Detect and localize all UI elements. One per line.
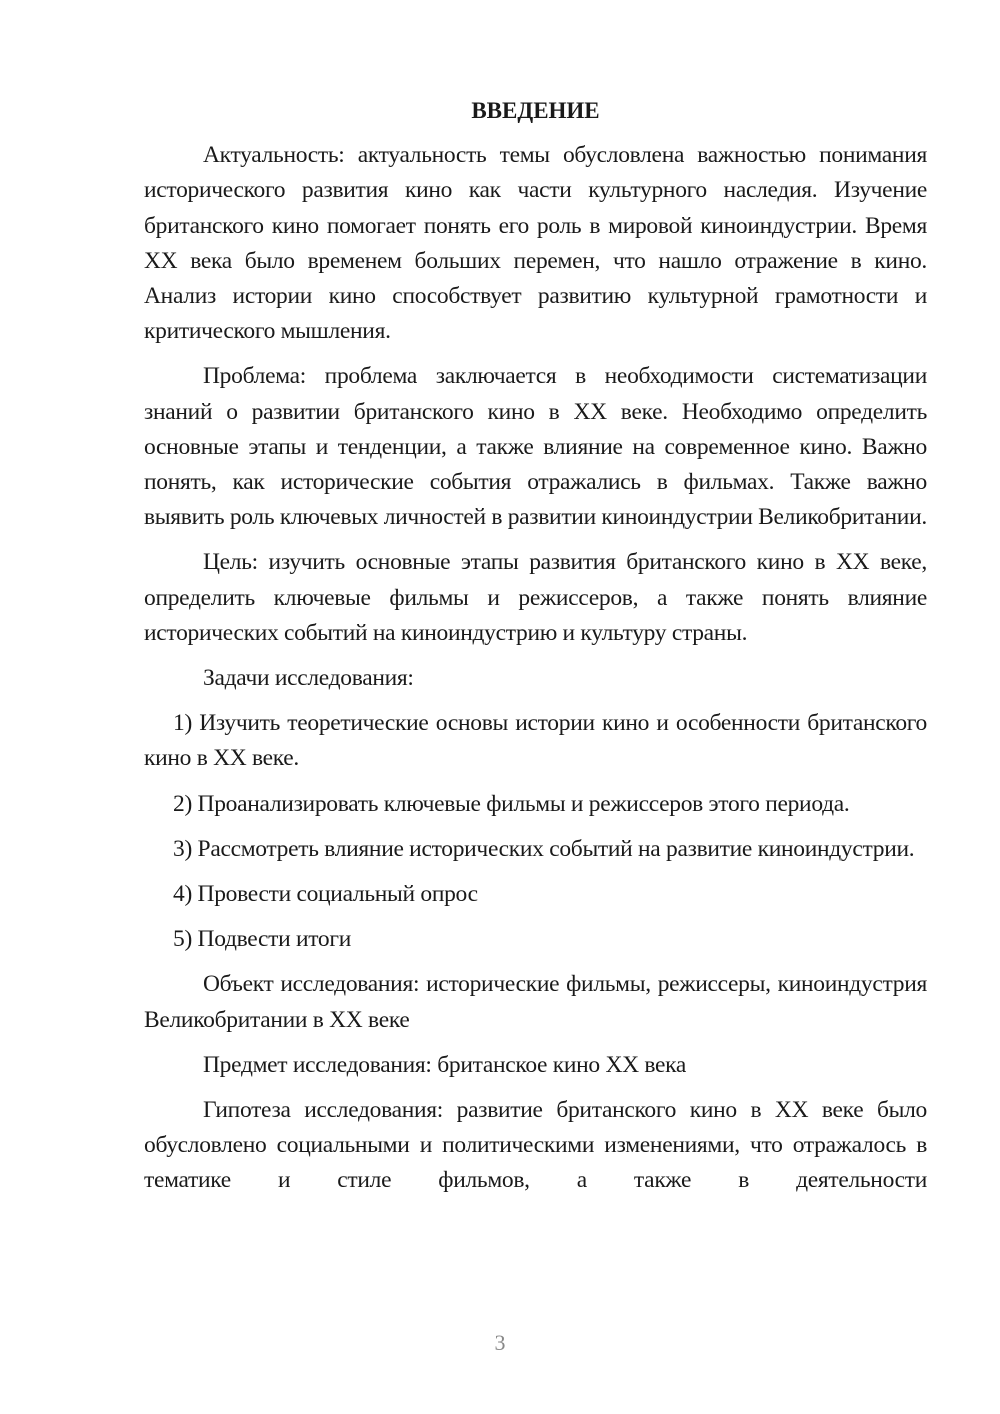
task-item-2: 2) Проанализировать ключевые фильмы и режиссеров этого периода.	[173, 790, 850, 817]
task-item-3: 3) Рассмотреть влияние исторических событий на развитие киноиндустрии.	[173, 835, 915, 862]
page-number: 3	[494, 1330, 506, 1355]
tasks-heading: Задачи исследования:	[203, 665, 414, 692]
paragraph-subject: Предмет исследования: британское кино XX века	[203, 1051, 687, 1078]
page-content	[144, 93, 927, 1209]
paragraph-relevance: Актуальность: актуальность темы обусловлена важностью понимания исторического развития кино как части культурного наследия. Изучение британского кино помогает понять его роль в мировой киноиндустрии. Время XX века было временем больших перемен, что нашло отражение в кино. Анализ истории кино способствует развитию культурной грамотности и критического мышления.	[144, 142, 927, 345]
task-item-5: 5) Подвести итоги	[173, 926, 351, 953]
paragraph-hypothesis: Гипотеза исследования: развитие британского кино в XX веке было обусловлено социальными и политическими изменениями, что отражалось в тематике и стиле фильмов, а также в деятельности	[144, 1097, 927, 1194]
tasks-list	[144, 706, 927, 957]
paragraph-object: Объект исследования: исторические фильмы, режиссеры, киноиндустрия Великобритании в XX веке	[144, 971, 927, 1033]
section-title: ВВЕДЕНИЕ	[471, 98, 600, 123]
task-item-4: 4) Провести социальный опрос	[173, 881, 478, 908]
paragraph-goal: Цель: изучить основные этапы развития британского кино в XX веке, определить ключевые фильмы и режиссеров, а также понять влияние исторических событий на киноиндустрию и культуру страны.	[144, 549, 927, 646]
paragraph-problem: Проблема: проблема заключается в необходимости систематизации знаний о развитии британского кино в XX веке. Необходимо определить основные этапы и тенденции, а также влияние на современное кино. Важно понять, как исторические события отражались в фильмах. Также важно выявить роль ключевых личностей в развитии киноиндустрии Великобритании.	[144, 363, 927, 531]
task-item-1: 1) Изучить теоретические основы истории кино и особенности британского кино в XX веке.	[144, 710, 927, 772]
